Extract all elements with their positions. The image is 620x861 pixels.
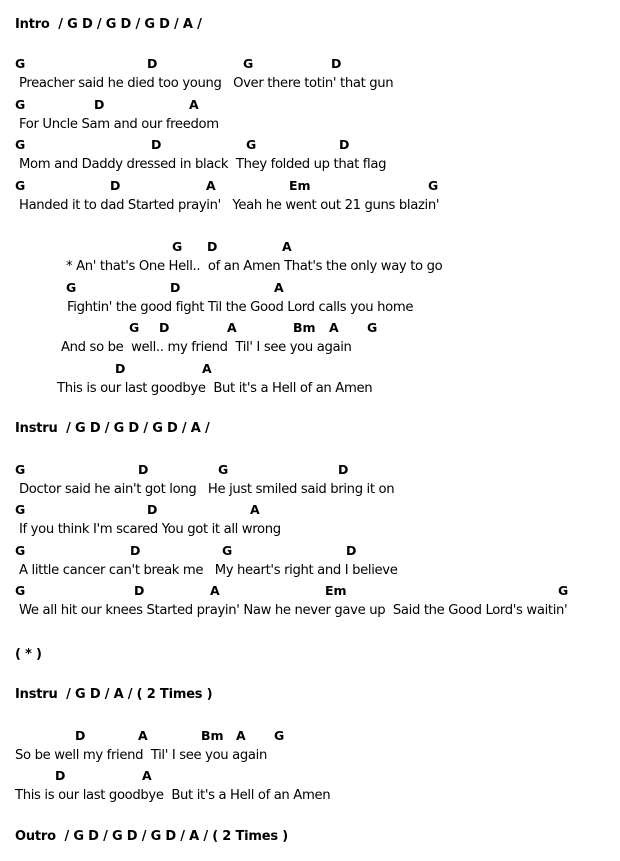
chord: A bbox=[202, 361, 212, 376]
chord: D bbox=[170, 280, 181, 295]
outro-header: Outro / G D / G D / G D / A / ( 2 Times ) bbox=[15, 829, 288, 844]
chord: A bbox=[210, 583, 220, 598]
chord: A bbox=[142, 768, 152, 783]
chord: Bm bbox=[293, 320, 316, 335]
chord: D bbox=[115, 361, 126, 376]
chord: G bbox=[15, 502, 26, 517]
chord: A bbox=[189, 97, 199, 112]
instrumental-header: Instru / G D / G D / G D / A / bbox=[15, 421, 210, 436]
chord: G bbox=[172, 239, 183, 254]
chord: G bbox=[15, 97, 26, 112]
chord: G bbox=[218, 462, 229, 477]
chord: D bbox=[130, 543, 141, 558]
chord: G bbox=[15, 543, 26, 558]
intro-header: Intro / G D / G D / G D / A / bbox=[15, 17, 202, 32]
chord: D bbox=[151, 137, 162, 152]
lyric-line: * An' that's One Hell.. of an Amen That's the only way to go bbox=[66, 259, 443, 274]
lyric-line: A little cancer can't break me My heart's right and I believe bbox=[19, 563, 398, 578]
chord: G bbox=[222, 543, 233, 558]
lyric-line: This is our last goodbye But it's a Hell of an Amen bbox=[57, 381, 373, 396]
lyric-line: This is our last goodbye But it's a Hell of an Amen bbox=[15, 788, 331, 803]
chord: A bbox=[329, 320, 339, 335]
chord: G bbox=[15, 178, 26, 193]
lyric-line: Mom and Daddy dressed in black They folded up that flag bbox=[19, 157, 387, 172]
chord: A bbox=[138, 728, 148, 743]
chord: G bbox=[66, 280, 77, 295]
chord: A bbox=[274, 280, 284, 295]
chord: D bbox=[94, 97, 105, 112]
chord: G bbox=[15, 462, 26, 477]
chord: D bbox=[55, 768, 66, 783]
chord: D bbox=[134, 583, 145, 598]
chord: A bbox=[282, 239, 292, 254]
chord: G bbox=[558, 583, 569, 598]
chord: G bbox=[15, 56, 26, 71]
lyric-line: We all hit our knees Started prayin' Naw he never gave up Said the Good Lord's waitin' bbox=[19, 603, 568, 618]
lyric-line: Preacher said he died too young Over there totin' that gun bbox=[19, 76, 394, 91]
chord: G bbox=[243, 56, 254, 71]
chord: G bbox=[428, 178, 439, 193]
chord: G bbox=[129, 320, 140, 335]
chord: G bbox=[246, 137, 257, 152]
chord: Em bbox=[325, 583, 347, 598]
chord: Bm bbox=[201, 728, 224, 743]
lyric-line: Handed it to dad Started prayin' Yeah he went out 21 guns blazin' bbox=[19, 198, 440, 213]
chord: D bbox=[159, 320, 170, 335]
chord: A bbox=[236, 728, 246, 743]
chord: Em bbox=[289, 178, 311, 193]
chord: A bbox=[250, 502, 260, 517]
chord: D bbox=[339, 137, 350, 152]
instrumental-header-2: Instru / G D / A / ( 2 Times ) bbox=[15, 687, 213, 702]
lyric-line: For Uncle Sam and our freedom bbox=[19, 117, 219, 132]
chord: D bbox=[138, 462, 149, 477]
chord: G bbox=[274, 728, 285, 743]
chord: G bbox=[367, 320, 378, 335]
lyric-line: If you think I'm scared You got it all wrong bbox=[19, 522, 281, 537]
chord: D bbox=[110, 178, 121, 193]
chord: D bbox=[331, 56, 342, 71]
chord: D bbox=[147, 56, 158, 71]
chorus-repeat-marker: ( * ) bbox=[15, 647, 42, 662]
lyric-line: And so be well.. my friend Til' I see you again bbox=[61, 340, 352, 355]
chord: D bbox=[147, 502, 158, 517]
chord: D bbox=[207, 239, 218, 254]
chord: A bbox=[206, 178, 216, 193]
lyric-line: So be well my friend Til' I see you again bbox=[15, 748, 267, 763]
chord: G bbox=[15, 137, 26, 152]
lyric-line: Doctor said he ain't got long He just smiled said bring it on bbox=[19, 482, 395, 497]
chord: A bbox=[227, 320, 237, 335]
chord: D bbox=[338, 462, 349, 477]
lyric-line: Fightin' the good fight Til the Good Lord calls you home bbox=[67, 300, 414, 315]
chord: D bbox=[346, 543, 357, 558]
chord: G bbox=[15, 583, 26, 598]
chord: D bbox=[75, 728, 86, 743]
